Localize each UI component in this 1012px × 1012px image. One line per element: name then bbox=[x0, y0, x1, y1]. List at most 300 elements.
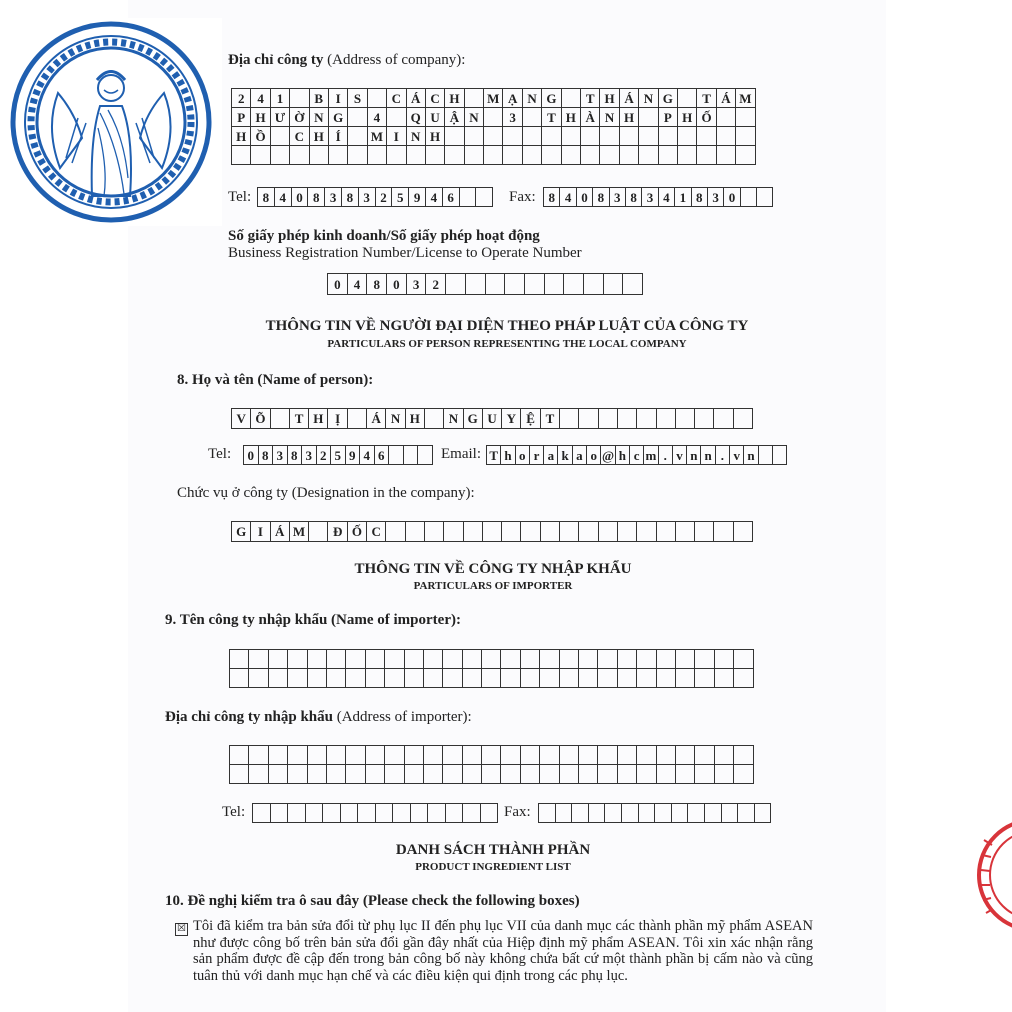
grid-cell[interactable] bbox=[637, 409, 656, 429]
grid-cell[interactable]: T bbox=[697, 89, 716, 108]
grid-cell[interactable]: 1 bbox=[271, 89, 290, 108]
grid-cell[interactable]: 0 bbox=[292, 188, 309, 207]
grid-cell[interactable] bbox=[290, 89, 309, 108]
grid-cell[interactable]: À bbox=[581, 108, 600, 127]
grid-cell[interactable] bbox=[366, 765, 385, 784]
grid-cell[interactable] bbox=[637, 522, 656, 542]
grid-cell[interactable] bbox=[773, 446, 787, 465]
grid-cell[interactable]: 4 bbox=[360, 446, 375, 465]
grid-cell[interactable] bbox=[271, 409, 290, 429]
grid-cell[interactable]: N bbox=[386, 409, 405, 429]
grid-cell[interactable] bbox=[445, 146, 464, 165]
grid-cell[interactable] bbox=[622, 804, 639, 823]
grid-cell[interactable]: N bbox=[310, 108, 329, 127]
grid-cell[interactable]: Ờ bbox=[290, 108, 309, 127]
grid-cell[interactable] bbox=[503, 127, 522, 146]
grid-cell[interactable] bbox=[659, 127, 678, 146]
grid-cell[interactable]: 8 bbox=[308, 188, 325, 207]
grid-cell[interactable] bbox=[460, 188, 477, 207]
grid-cell[interactable] bbox=[579, 650, 598, 669]
grid-cell[interactable] bbox=[598, 746, 617, 765]
grid-cell[interactable] bbox=[521, 522, 540, 542]
grid-cell[interactable] bbox=[482, 669, 501, 688]
grid-cell[interactable] bbox=[348, 146, 367, 165]
grid-cell[interactable] bbox=[734, 746, 753, 765]
grid-cell[interactable] bbox=[678, 146, 697, 165]
grid-cell[interactable]: a bbox=[573, 446, 587, 465]
grid-cell[interactable] bbox=[463, 746, 482, 765]
grid-cell[interactable] bbox=[542, 127, 561, 146]
grid-cell[interactable] bbox=[695, 765, 714, 784]
grid-cell[interactable] bbox=[525, 274, 545, 295]
grid-cell[interactable]: C bbox=[367, 522, 386, 542]
grid-cell[interactable] bbox=[230, 669, 249, 688]
grid-cell[interactable]: 6 bbox=[443, 188, 460, 207]
grid-cell[interactable] bbox=[385, 746, 404, 765]
grid-cell[interactable] bbox=[327, 669, 346, 688]
grid-cell[interactable]: k bbox=[558, 446, 572, 465]
grid-cell[interactable]: I bbox=[251, 522, 270, 542]
grid-cell[interactable]: C bbox=[290, 127, 309, 146]
grid-cell[interactable] bbox=[385, 669, 404, 688]
grid-cell[interactable] bbox=[639, 804, 656, 823]
grid-cell[interactable] bbox=[695, 650, 714, 669]
grid-cell[interactable]: H bbox=[426, 127, 445, 146]
grid-cell[interactable] bbox=[657, 669, 676, 688]
grid-cell[interactable]: Ố bbox=[348, 522, 367, 542]
grid-cell[interactable]: Á bbox=[367, 409, 386, 429]
grid-cell[interactable] bbox=[465, 89, 484, 108]
grid-cell[interactable] bbox=[446, 274, 466, 295]
grid-cell[interactable]: T bbox=[290, 409, 309, 429]
grid-cell[interactable]: 8 bbox=[593, 188, 609, 207]
grid-cell[interactable]: 0 bbox=[387, 274, 407, 295]
grid-cell[interactable] bbox=[346, 746, 365, 765]
grid-cell[interactable]: G bbox=[232, 522, 251, 542]
grid-cell[interactable] bbox=[446, 804, 464, 823]
grid-cell[interactable] bbox=[443, 650, 462, 669]
grid-cell[interactable]: 8 bbox=[258, 188, 275, 207]
grid-cell[interactable] bbox=[288, 804, 306, 823]
grid-cell[interactable]: @ bbox=[601, 446, 615, 465]
grid-cell[interactable] bbox=[253, 804, 271, 823]
grid-cell[interactable] bbox=[688, 804, 705, 823]
grid-cell[interactable] bbox=[405, 765, 424, 784]
grid-cell[interactable] bbox=[501, 650, 520, 669]
grid-cell[interactable] bbox=[581, 146, 600, 165]
grid-cell[interactable]: T bbox=[542, 108, 561, 127]
grid-cell[interactable] bbox=[623, 274, 643, 295]
grid-cell[interactable]: 0 bbox=[328, 274, 348, 295]
grid-cell[interactable] bbox=[230, 746, 249, 765]
grid-cell[interactable] bbox=[540, 669, 559, 688]
grid-cell[interactable] bbox=[637, 765, 656, 784]
grid-cell[interactable]: T bbox=[581, 89, 600, 108]
grid-cell[interactable] bbox=[424, 669, 443, 688]
grid-cell[interactable]: 9 bbox=[409, 188, 426, 207]
grid-cell[interactable] bbox=[604, 274, 624, 295]
grid-cell[interactable] bbox=[618, 669, 637, 688]
grid-cell[interactable] bbox=[581, 127, 600, 146]
grid-cell[interactable]: 3 bbox=[610, 188, 626, 207]
grid-cell[interactable] bbox=[463, 804, 481, 823]
grid-cell[interactable] bbox=[269, 669, 288, 688]
grid-cell[interactable] bbox=[463, 669, 482, 688]
grid-cell[interactable] bbox=[484, 108, 503, 127]
grid-cell[interactable]: H bbox=[232, 127, 251, 146]
grid-cell[interactable] bbox=[734, 409, 753, 429]
grid-cell[interactable]: Q bbox=[407, 108, 426, 127]
grid-cell[interactable] bbox=[736, 127, 755, 146]
grid-cell[interactable] bbox=[620, 146, 639, 165]
grid-cell[interactable]: V bbox=[232, 409, 251, 429]
grid-cell[interactable]: 4 bbox=[560, 188, 576, 207]
grid-cell[interactable] bbox=[637, 746, 656, 765]
declaration-checkbox[interactable]: ☒ bbox=[175, 923, 188, 936]
grid-cell[interactable] bbox=[232, 146, 251, 165]
grid-cell[interactable] bbox=[598, 669, 617, 688]
grid-cell[interactable]: H bbox=[600, 89, 619, 108]
grid-cell[interactable] bbox=[676, 765, 695, 784]
grid-cell[interactable] bbox=[715, 650, 734, 669]
grid-cell[interactable]: v bbox=[730, 446, 744, 465]
grid-cell[interactable] bbox=[734, 522, 753, 542]
grid-cell[interactable] bbox=[678, 89, 697, 108]
grid-cell[interactable] bbox=[406, 522, 425, 542]
grid-cell[interactable]: 4 bbox=[251, 89, 270, 108]
grid-cell[interactable] bbox=[717, 127, 736, 146]
grid-cell[interactable] bbox=[348, 127, 367, 146]
grid-cell[interactable]: r bbox=[530, 446, 544, 465]
grid-cell[interactable] bbox=[464, 522, 483, 542]
grid-cell[interactable] bbox=[269, 650, 288, 669]
grid-cell[interactable] bbox=[676, 669, 695, 688]
grid-cell[interactable] bbox=[579, 669, 598, 688]
grid-cell[interactable] bbox=[540, 765, 559, 784]
grid-cell[interactable] bbox=[657, 522, 676, 542]
grid-cell[interactable] bbox=[376, 804, 394, 823]
grid-cell[interactable]: 3 bbox=[407, 274, 427, 295]
grid-cell[interactable] bbox=[736, 108, 755, 127]
grid-cell[interactable] bbox=[639, 127, 658, 146]
grid-cell[interactable] bbox=[393, 804, 411, 823]
grid-cell[interactable] bbox=[657, 765, 676, 784]
grid-cell[interactable]: N bbox=[523, 89, 542, 108]
grid-cell[interactable] bbox=[572, 804, 589, 823]
grid-cell[interactable]: B bbox=[310, 89, 329, 108]
grid-cell[interactable] bbox=[523, 146, 542, 165]
grid-cell[interactable] bbox=[618, 409, 637, 429]
grid-cell[interactable]: 9 bbox=[346, 446, 361, 465]
grid-cell[interactable]: 3 bbox=[325, 188, 342, 207]
grid-cell[interactable]: Ị bbox=[328, 409, 347, 429]
grid-cell[interactable] bbox=[697, 146, 716, 165]
grid-cell[interactable] bbox=[271, 804, 289, 823]
grid-cell[interactable] bbox=[466, 274, 486, 295]
grid-cell[interactable] bbox=[676, 746, 695, 765]
grid-cell[interactable] bbox=[249, 669, 268, 688]
grid-cell[interactable]: 2 bbox=[376, 188, 393, 207]
grid-cell[interactable] bbox=[714, 409, 733, 429]
grid-cell[interactable]: U bbox=[426, 108, 445, 127]
grid-cell[interactable]: H bbox=[562, 108, 581, 127]
grid-cell[interactable] bbox=[309, 522, 328, 542]
grid-cell[interactable]: Ồ bbox=[251, 127, 270, 146]
grid-cell[interactable] bbox=[269, 746, 288, 765]
grid-cell[interactable] bbox=[672, 804, 689, 823]
grid-cell[interactable]: T bbox=[487, 446, 501, 465]
grid-cell[interactable] bbox=[584, 274, 604, 295]
grid-cell[interactable]: M bbox=[484, 89, 503, 108]
grid-cell[interactable]: . bbox=[716, 446, 730, 465]
grid-cell[interactable] bbox=[600, 146, 619, 165]
grid-cell[interactable]: m bbox=[644, 446, 658, 465]
grid-cell[interactable]: 4 bbox=[275, 188, 292, 207]
grid-cell[interactable] bbox=[271, 127, 290, 146]
grid-cell[interactable] bbox=[579, 409, 598, 429]
grid-cell[interactable]: G bbox=[329, 108, 348, 127]
grid-cell[interactable]: H bbox=[620, 108, 639, 127]
grid-cell[interactable]: G bbox=[542, 89, 561, 108]
grid-cell[interactable]: N bbox=[465, 108, 484, 127]
grid-cell[interactable]: o bbox=[516, 446, 530, 465]
grid-cell[interactable]: n bbox=[744, 446, 758, 465]
grid-cell[interactable]: 3 bbox=[642, 188, 658, 207]
grid-cell[interactable] bbox=[443, 765, 462, 784]
grid-cell[interactable]: 8 bbox=[692, 188, 708, 207]
grid-cell[interactable]: M bbox=[290, 522, 309, 542]
grid-cell[interactable]: Í bbox=[329, 127, 348, 146]
grid-cell[interactable] bbox=[366, 669, 385, 688]
grid-cell[interactable]: S bbox=[348, 89, 367, 108]
grid-cell[interactable]: I bbox=[387, 127, 406, 146]
grid-cell[interactable] bbox=[715, 765, 734, 784]
grid-cell[interactable]: Á bbox=[717, 89, 736, 108]
grid-cell[interactable]: a bbox=[544, 446, 558, 465]
grid-cell[interactable] bbox=[639, 108, 658, 127]
grid-cell[interactable] bbox=[715, 746, 734, 765]
grid-cell[interactable] bbox=[539, 804, 556, 823]
grid-cell[interactable] bbox=[722, 804, 739, 823]
grid-cell[interactable] bbox=[251, 146, 270, 165]
grid-cell[interactable] bbox=[424, 765, 443, 784]
grid-cell[interactable] bbox=[521, 746, 540, 765]
grid-cell[interactable] bbox=[425, 522, 444, 542]
grid-cell[interactable]: v bbox=[673, 446, 687, 465]
grid-cell[interactable] bbox=[605, 804, 622, 823]
grid-cell[interactable] bbox=[734, 669, 753, 688]
grid-cell[interactable]: Ậ bbox=[445, 108, 464, 127]
grid-cell[interactable]: 8 bbox=[544, 188, 560, 207]
grid-cell[interactable] bbox=[385, 650, 404, 669]
grid-cell[interactable]: Ố bbox=[697, 108, 716, 127]
grid-cell[interactable] bbox=[230, 650, 249, 669]
grid-cell[interactable] bbox=[618, 765, 637, 784]
grid-cell[interactable] bbox=[411, 804, 429, 823]
grid-cell[interactable]: I bbox=[329, 89, 348, 108]
grid-cell[interactable]: N bbox=[639, 89, 658, 108]
grid-cell[interactable]: 8 bbox=[626, 188, 642, 207]
grid-cell[interactable] bbox=[579, 522, 598, 542]
grid-cell[interactable]: T bbox=[541, 409, 560, 429]
grid-cell[interactable]: H bbox=[309, 409, 328, 429]
grid-cell[interactable] bbox=[306, 804, 324, 823]
grid-cell[interactable]: Y bbox=[502, 409, 521, 429]
grid-cell[interactable]: c bbox=[630, 446, 644, 465]
grid-cell[interactable] bbox=[482, 746, 501, 765]
grid-cell[interactable] bbox=[521, 650, 540, 669]
grid-cell[interactable]: o bbox=[587, 446, 601, 465]
grid-cell[interactable]: Á bbox=[407, 89, 426, 108]
grid-cell[interactable]: C bbox=[426, 89, 445, 108]
grid-cell[interactable] bbox=[589, 804, 606, 823]
grid-cell[interactable] bbox=[366, 746, 385, 765]
grid-cell[interactable]: h bbox=[616, 446, 630, 465]
grid-cell[interactable] bbox=[560, 765, 579, 784]
grid-cell[interactable]: h bbox=[501, 446, 515, 465]
grid-cell[interactable] bbox=[445, 127, 464, 146]
grid-cell[interactable] bbox=[556, 804, 573, 823]
grid-cell[interactable]: G bbox=[659, 89, 678, 108]
grid-cell[interactable] bbox=[599, 409, 618, 429]
grid-cell[interactable] bbox=[443, 669, 462, 688]
grid-cell[interactable] bbox=[618, 746, 637, 765]
grid-cell[interactable]: H bbox=[406, 409, 425, 429]
grid-cell[interactable]: C bbox=[387, 89, 406, 108]
grid-cell[interactable] bbox=[755, 804, 772, 823]
grid-cell[interactable] bbox=[678, 127, 697, 146]
grid-cell[interactable]: 8 bbox=[288, 446, 303, 465]
grid-cell[interactable] bbox=[482, 765, 501, 784]
grid-cell[interactable] bbox=[600, 127, 619, 146]
grid-cell[interactable] bbox=[540, 650, 559, 669]
grid-cell[interactable]: Õ bbox=[251, 409, 270, 429]
grid-cell[interactable]: Á bbox=[620, 89, 639, 108]
grid-cell[interactable] bbox=[676, 409, 695, 429]
grid-cell[interactable] bbox=[308, 746, 327, 765]
grid-cell[interactable] bbox=[310, 146, 329, 165]
grid-cell[interactable]: 8 bbox=[342, 188, 359, 207]
grid-cell[interactable]: 1 bbox=[675, 188, 691, 207]
grid-cell[interactable] bbox=[560, 650, 579, 669]
grid-cell[interactable] bbox=[579, 765, 598, 784]
grid-cell[interactable]: 8 bbox=[367, 274, 387, 295]
grid-cell[interactable] bbox=[560, 409, 579, 429]
grid-cell[interactable] bbox=[501, 765, 520, 784]
grid-cell[interactable] bbox=[329, 146, 348, 165]
grid-cell[interactable]: U bbox=[483, 409, 502, 429]
grid-cell[interactable]: 2 bbox=[426, 274, 446, 295]
grid-cell[interactable]: Ư bbox=[271, 108, 290, 127]
grid-cell[interactable] bbox=[308, 650, 327, 669]
grid-cell[interactable] bbox=[249, 650, 268, 669]
grid-cell[interactable] bbox=[579, 746, 598, 765]
grid-cell[interactable]: Á bbox=[271, 522, 290, 542]
grid-cell[interactable] bbox=[346, 669, 365, 688]
grid-cell[interactable] bbox=[521, 765, 540, 784]
grid-cell[interactable]: 0 bbox=[577, 188, 593, 207]
grid-cell[interactable] bbox=[385, 765, 404, 784]
grid-cell[interactable]: 3 bbox=[302, 446, 317, 465]
grid-cell[interactable] bbox=[327, 650, 346, 669]
grid-cell[interactable] bbox=[502, 522, 521, 542]
grid-cell[interactable] bbox=[637, 669, 656, 688]
grid-cell[interactable] bbox=[443, 746, 462, 765]
grid-cell[interactable] bbox=[463, 765, 482, 784]
grid-cell[interactable] bbox=[482, 650, 501, 669]
grid-cell[interactable] bbox=[465, 146, 484, 165]
grid-cell[interactable] bbox=[424, 650, 443, 669]
grid-cell[interactable]: 3 bbox=[273, 446, 288, 465]
grid-cell[interactable]: Ạ bbox=[503, 89, 522, 108]
grid-cell[interactable] bbox=[501, 746, 520, 765]
grid-cell[interactable] bbox=[426, 146, 445, 165]
grid-cell[interactable] bbox=[230, 765, 249, 784]
grid-cell[interactable] bbox=[249, 765, 268, 784]
grid-cell[interactable] bbox=[428, 804, 446, 823]
grid-cell[interactable] bbox=[483, 522, 502, 542]
grid-cell[interactable] bbox=[562, 127, 581, 146]
grid-cell[interactable] bbox=[655, 804, 672, 823]
grid-cell[interactable] bbox=[734, 650, 753, 669]
grid-cell[interactable]: 5 bbox=[392, 188, 409, 207]
grid-cell[interactable] bbox=[444, 522, 463, 542]
grid-cell[interactable]: N bbox=[444, 409, 463, 429]
grid-cell[interactable] bbox=[407, 146, 426, 165]
grid-cell[interactable] bbox=[540, 746, 559, 765]
grid-cell[interactable] bbox=[618, 650, 637, 669]
grid-cell[interactable] bbox=[734, 765, 753, 784]
grid-cell[interactable] bbox=[386, 522, 405, 542]
grid-cell[interactable] bbox=[308, 765, 327, 784]
grid-cell[interactable]: H bbox=[310, 127, 329, 146]
grid-cell[interactable] bbox=[657, 409, 676, 429]
grid-cell[interactable] bbox=[695, 409, 714, 429]
grid-cell[interactable] bbox=[288, 669, 307, 688]
grid-cell[interactable] bbox=[705, 804, 722, 823]
grid-cell[interactable] bbox=[637, 650, 656, 669]
grid-cell[interactable] bbox=[288, 650, 307, 669]
grid-cell[interactable]: H bbox=[678, 108, 697, 127]
grid-cell[interactable] bbox=[327, 746, 346, 765]
grid-cell[interactable] bbox=[639, 146, 658, 165]
grid-cell[interactable] bbox=[523, 108, 542, 127]
grid-cell[interactable] bbox=[560, 522, 579, 542]
grid-cell[interactable]: H bbox=[251, 108, 270, 127]
grid-cell[interactable] bbox=[465, 127, 484, 146]
grid-cell[interactable] bbox=[389, 446, 404, 465]
grid-cell[interactable] bbox=[599, 522, 618, 542]
grid-cell[interactable]: G bbox=[464, 409, 483, 429]
grid-cell[interactable] bbox=[695, 522, 714, 542]
grid-cell[interactable] bbox=[405, 669, 424, 688]
grid-cell[interactable] bbox=[484, 146, 503, 165]
grid-cell[interactable] bbox=[598, 765, 617, 784]
grid-cell[interactable] bbox=[521, 669, 540, 688]
grid-cell[interactable] bbox=[288, 746, 307, 765]
grid-cell[interactable]: 2 bbox=[317, 446, 332, 465]
grid-cell[interactable] bbox=[738, 804, 755, 823]
grid-cell[interactable] bbox=[562, 146, 581, 165]
grid-cell[interactable] bbox=[387, 146, 406, 165]
grid-cell[interactable] bbox=[425, 409, 444, 429]
grid-cell[interactable] bbox=[348, 108, 367, 127]
grid-cell[interactable] bbox=[290, 146, 309, 165]
grid-cell[interactable] bbox=[676, 650, 695, 669]
grid-cell[interactable] bbox=[714, 522, 733, 542]
grid-cell[interactable]: P bbox=[659, 108, 678, 127]
grid-cell[interactable]: 3 bbox=[359, 188, 376, 207]
